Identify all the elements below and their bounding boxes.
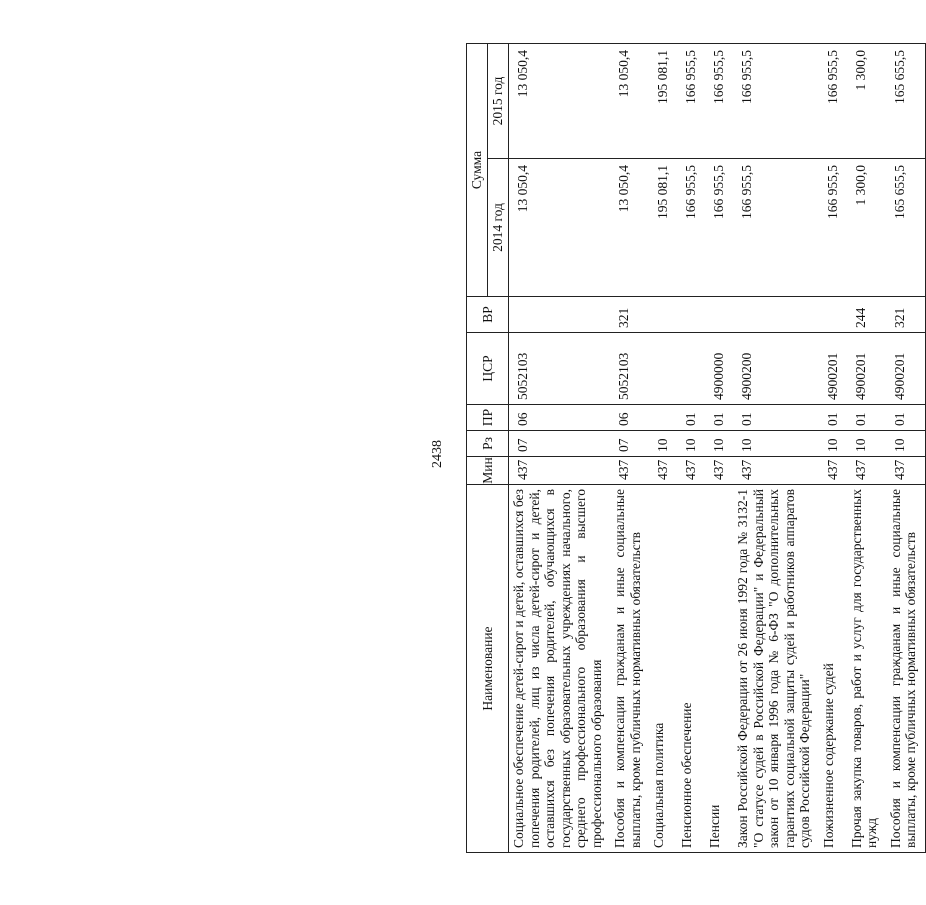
cell-min: 437 — [610, 457, 649, 485]
cell-y2015: 166 955,5 — [733, 43, 819, 158]
table-row — [610, 43, 649, 852]
cell-vr: 244 — [847, 297, 886, 333]
cell-name: Пенсии — [705, 485, 733, 853]
cell-y2015: 13 050,4 — [610, 43, 649, 158]
cell-min: 437 — [819, 457, 847, 485]
cell-vr — [509, 297, 611, 333]
cell-csr: 5052103 — [610, 333, 649, 405]
cell-pr: 01 — [819, 405, 847, 431]
cell-name: Пенсионное обеспечение — [677, 485, 705, 853]
cell-y2015: 13 050,4 — [509, 43, 611, 158]
page-number: 2438 — [430, 440, 445, 468]
cell-csr: 4900201 — [886, 333, 926, 405]
cell-rz: 07 — [509, 431, 611, 457]
cell-pr: 01 — [847, 405, 886, 431]
cell-y2014: 165 655,5 — [886, 159, 926, 297]
table-row — [819, 43, 847, 852]
cell-y2015: 165 655,5 — [886, 43, 926, 158]
cell-vr — [705, 297, 733, 333]
table-row — [649, 43, 677, 852]
budget-table — [466, 43, 926, 853]
cell-min: 437 — [509, 457, 611, 485]
header-min: Мин — [467, 457, 509, 485]
cell-pr: 06 — [610, 405, 649, 431]
cell-pr: 06 — [509, 405, 611, 431]
cell-y2014: 13 050,4 — [509, 159, 611, 297]
cell-y2014: 166 955,5 — [819, 159, 847, 297]
cell-min: 437 — [705, 457, 733, 485]
table-row — [733, 43, 819, 852]
header-rz: Рз — [467, 431, 509, 457]
cell-y2014: 13 050,4 — [610, 159, 649, 297]
cell-min: 437 — [886, 457, 926, 485]
cell-vr — [677, 297, 705, 333]
cell-csr — [649, 333, 677, 405]
cell-rz: 07 — [610, 431, 649, 457]
cell-min: 437 — [847, 457, 886, 485]
cell-rz: 10 — [819, 431, 847, 457]
table-body — [509, 43, 926, 852]
cell-csr: 4900201 — [819, 333, 847, 405]
cell-rz: 10 — [705, 431, 733, 457]
cell-rz: 10 — [847, 431, 886, 457]
cell-rz: 10 — [677, 431, 705, 457]
cell-rz: 10 — [649, 431, 677, 457]
cell-y2014: 195 081,1 — [649, 159, 677, 297]
cell-y2014: 166 955,5 — [733, 159, 819, 297]
cell-y2015: 166 955,5 — [677, 43, 705, 158]
cell-csr: 5052103 — [509, 333, 611, 405]
header-year-2015: 2015 год — [488, 43, 509, 158]
cell-min: 437 — [649, 457, 677, 485]
cell-csr: 4900201 — [847, 333, 886, 405]
header-pr: ПР — [467, 405, 509, 431]
cell-y2015: 166 955,5 — [819, 43, 847, 158]
cell-csr: 4900000 — [705, 333, 733, 405]
cell-y2014: 166 955,5 — [677, 159, 705, 297]
table-row — [677, 43, 705, 852]
table-row — [847, 43, 886, 852]
cell-vr: 321 — [610, 297, 649, 333]
cell-pr — [649, 405, 677, 431]
cell-name: Пожизненное содержание судей — [819, 485, 847, 853]
cell-min: 437 — [733, 457, 819, 485]
cell-pr: 01 — [886, 405, 926, 431]
cell-y2015: 166 955,5 — [705, 43, 733, 158]
cell-y2015: 195 081,1 — [649, 43, 677, 158]
header-name: Наименование — [467, 485, 509, 853]
cell-rz: 10 — [733, 431, 819, 457]
header-csr: ЦСР — [467, 333, 509, 405]
cell-name: Пособия и компенсации гражданам и иные социальные выплаты, кроме публичных нормативных обязательств — [886, 485, 926, 853]
cell-y2014: 1 300,0 — [847, 159, 886, 297]
cell-csr: 4900200 — [733, 333, 819, 405]
header-sum: Сумма — [467, 43, 488, 296]
table-row — [705, 43, 733, 852]
cell-pr: 01 — [677, 405, 705, 431]
cell-name: Закон Российской Федерации от 26 июня 1992 года № 3132-1 "О статусе судей в Российской Федерации" и Федеральный закон от 10 января 1996 года № 6-ФЗ "О дополнительных гарантиях социальной защиты судей и работников аппаратов судов Российской Федерации" — [733, 485, 819, 853]
cell-min: 437 — [677, 457, 705, 485]
table-row — [509, 43, 611, 852]
cell-y2015: 1 300,0 — [847, 43, 886, 158]
cell-name: Прочая закупка товаров, работ и услуг для государственных нужд — [847, 485, 886, 853]
cell-name: Пособия и компенсации гражданам и иные социальные выплаты, кроме публичных нормативных обязательств — [610, 485, 649, 853]
cell-y2014: 166 955,5 — [705, 159, 733, 297]
cell-vr: 321 — [886, 297, 926, 333]
cell-pr: 01 — [733, 405, 819, 431]
cell-vr — [649, 297, 677, 333]
cell-vr — [733, 297, 819, 333]
header-year-2014: 2014 год — [488, 159, 509, 297]
cell-vr — [819, 297, 847, 333]
cell-csr — [677, 333, 705, 405]
cell-pr: 01 — [705, 405, 733, 431]
header-vr: ВР — [467, 297, 509, 333]
cell-rz: 10 — [886, 431, 926, 457]
cell-name: Социальное обеспечение детей-сирот и детей, оставшихся без попечения родителей, лиц из числа детей-сирот и детей, оставшихся без попечения родителей, обучающихся в государственных образовательных учреждениях начального, среднего профессионального образования и высшего профессионального образования — [509, 485, 611, 853]
cell-name: Социальная политика — [649, 485, 677, 853]
table-row — [886, 43, 926, 852]
